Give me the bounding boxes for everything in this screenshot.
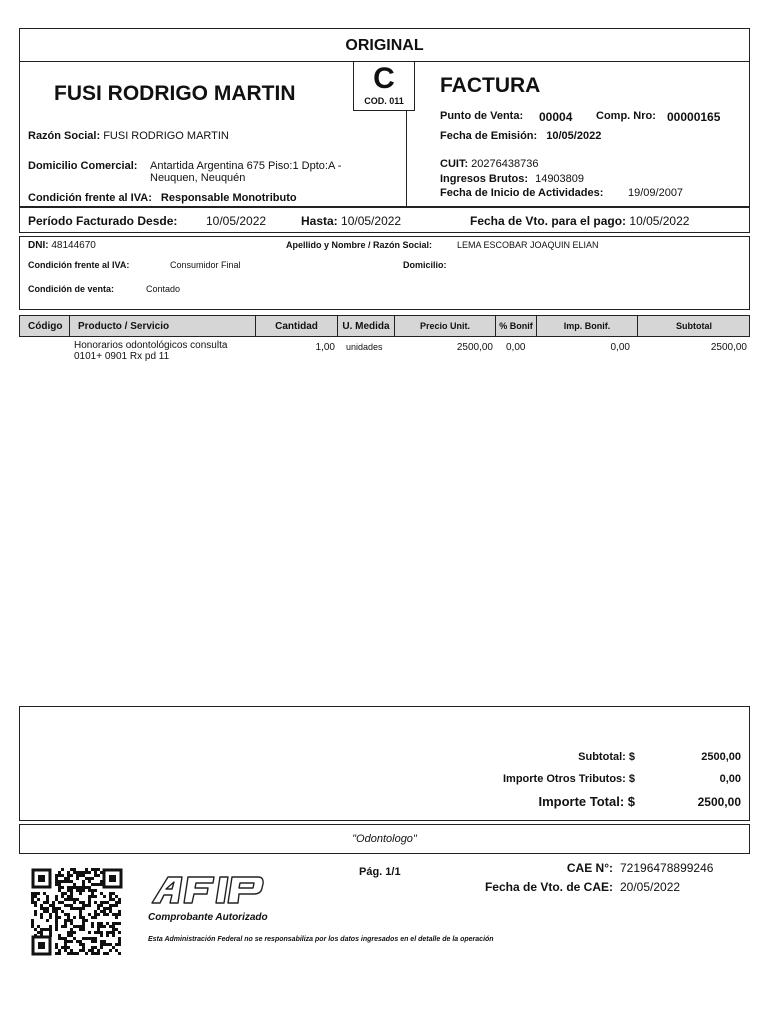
invoice-letter: C <box>373 62 395 95</box>
client-venta-label: Condición de venta: <box>28 284 115 294</box>
comprobante-autorizado: Comprobante Autorizado <box>148 912 268 923</box>
periodo-hasta: Hasta: 10/05/2022 <box>301 214 402 228</box>
col-medida: U. Medida <box>338 316 395 336</box>
row-medida: unidades <box>346 342 383 352</box>
periodo-desde: 10/05/2022 <box>206 214 267 228</box>
header-divider <box>406 110 407 207</box>
inicio-actividades-label: Fecha de Inicio de Actividades: <box>440 187 604 199</box>
client-venta: Contado <box>146 284 181 294</box>
comp-nro: 00000165 <box>667 110 721 124</box>
cae-vto: 20/05/2022 <box>620 880 681 894</box>
qr-code <box>31 868 123 956</box>
afip-logo-icon <box>148 873 266 907</box>
copy-label: ORIGINAL <box>345 37 424 54</box>
row-bonif-imp: 0,00 <box>610 342 630 353</box>
cae-number: 72196478899246 <box>620 861 714 875</box>
client-dni: DNI: 48144670 <box>28 240 96 251</box>
afip-logo-text <box>148 873 150 874</box>
disclaimer: Esta Administración Federal no se responsabiliza por los datos ingresados en el detalle de la operación <box>148 936 494 943</box>
col-bonif-pct: % Bonif <box>496 316 537 336</box>
col-codigo: Código <box>20 316 70 336</box>
cuit: CUIT: 20276438736 <box>440 158 539 170</box>
invoice-code: COD. 011 <box>364 96 404 106</box>
issuer-iva: Condición frente al IVA: Responsable Monotributo <box>28 192 297 204</box>
row-producto-line2: 0101+ 0901 Rx pd 11 <box>74 351 170 362</box>
items-table-header <box>19 315 750 337</box>
col-producto: Producto / Servicio <box>70 316 256 336</box>
row-cantidad: 1,00 <box>315 342 335 353</box>
razon-social: Razón Social: FUSI RODRIGO MARTIN <box>28 130 229 142</box>
page-number: Pág. 1/1 <box>359 866 401 878</box>
client-iva: Consumidor Final <box>170 260 241 270</box>
cae-label: CAE N°: <box>566 861 613 875</box>
domicilio-label: Domicilio Comercial: <box>28 160 138 172</box>
subtotal-value: 2500,00 <box>701 751 741 763</box>
doc-type: FACTURA <box>440 74 541 97</box>
col-precio: Precio Unit. <box>395 316 496 336</box>
col-cantidad: Cantidad <box>256 316 338 336</box>
periodo-desde-label: Período Facturado Desde: <box>28 214 178 228</box>
total-value: 2500,00 <box>697 795 741 809</box>
fecha-emision: Fecha de Emisión: 10/05/2022 <box>440 130 602 142</box>
punto-venta-label: Punto de Venta: <box>440 110 524 122</box>
col-bonif-imp: Imp. Bonif. <box>537 316 638 336</box>
periodo-vto: Fecha de Vto. para el pago: 10/05/2022 <box>470 214 690 228</box>
inicio-actividades: 19/09/2007 <box>628 187 684 199</box>
total-label: Importe Total: $ <box>538 794 635 809</box>
domicilio-line2: Neuquen, Neuquén <box>150 172 246 184</box>
client-iva-label: Condición frente al IVA: <box>28 260 130 270</box>
note-box <box>19 824 750 854</box>
punto-venta: 00004 <box>539 110 573 124</box>
row-bonif-pct: 0,00 <box>506 342 526 353</box>
row-subtotal: 2500,00 <box>710 342 747 353</box>
domicilio-line1: Antartida Argentina 675 Piso:1 Dpto:A - <box>150 160 342 172</box>
otros-tributos-label: Importe Otros Tributos: $ <box>502 773 635 785</box>
row-precio: 2500,00 <box>456 342 493 353</box>
row-producto-line1: Honorarios odontológicos consulta <box>74 340 228 351</box>
client-nombre-label: Apellido y Nombre / Razón Social: <box>286 240 433 250</box>
period-row <box>19 207 750 233</box>
totals-section <box>19 706 750 821</box>
client-nombre: LEMA ESCOBAR JOAQUIN ELIAN <box>457 240 599 250</box>
otros-tributos-value: 0,00 <box>719 773 741 785</box>
col-subtotal: Subtotal <box>676 321 712 331</box>
comp-nro-label: Comp. Nro: <box>596 110 656 122</box>
issuer-name: FUSI RODRIGO MARTIN <box>54 82 296 105</box>
cae-vto-label: Fecha de Vto. de CAE: <box>484 880 613 894</box>
ingresos-brutos: Ingresos Brutos: 14903809 <box>440 173 585 185</box>
copy-banner <box>19 28 750 62</box>
client-domicilio-label: Domicilio: <box>403 260 447 270</box>
client-section <box>19 236 750 310</box>
invoice-letter-box <box>353 61 415 111</box>
table-row <box>19 340 750 366</box>
note-text: "Odontologo" <box>352 833 417 845</box>
subtotal-label: Subtotal: $ <box>578 751 635 763</box>
